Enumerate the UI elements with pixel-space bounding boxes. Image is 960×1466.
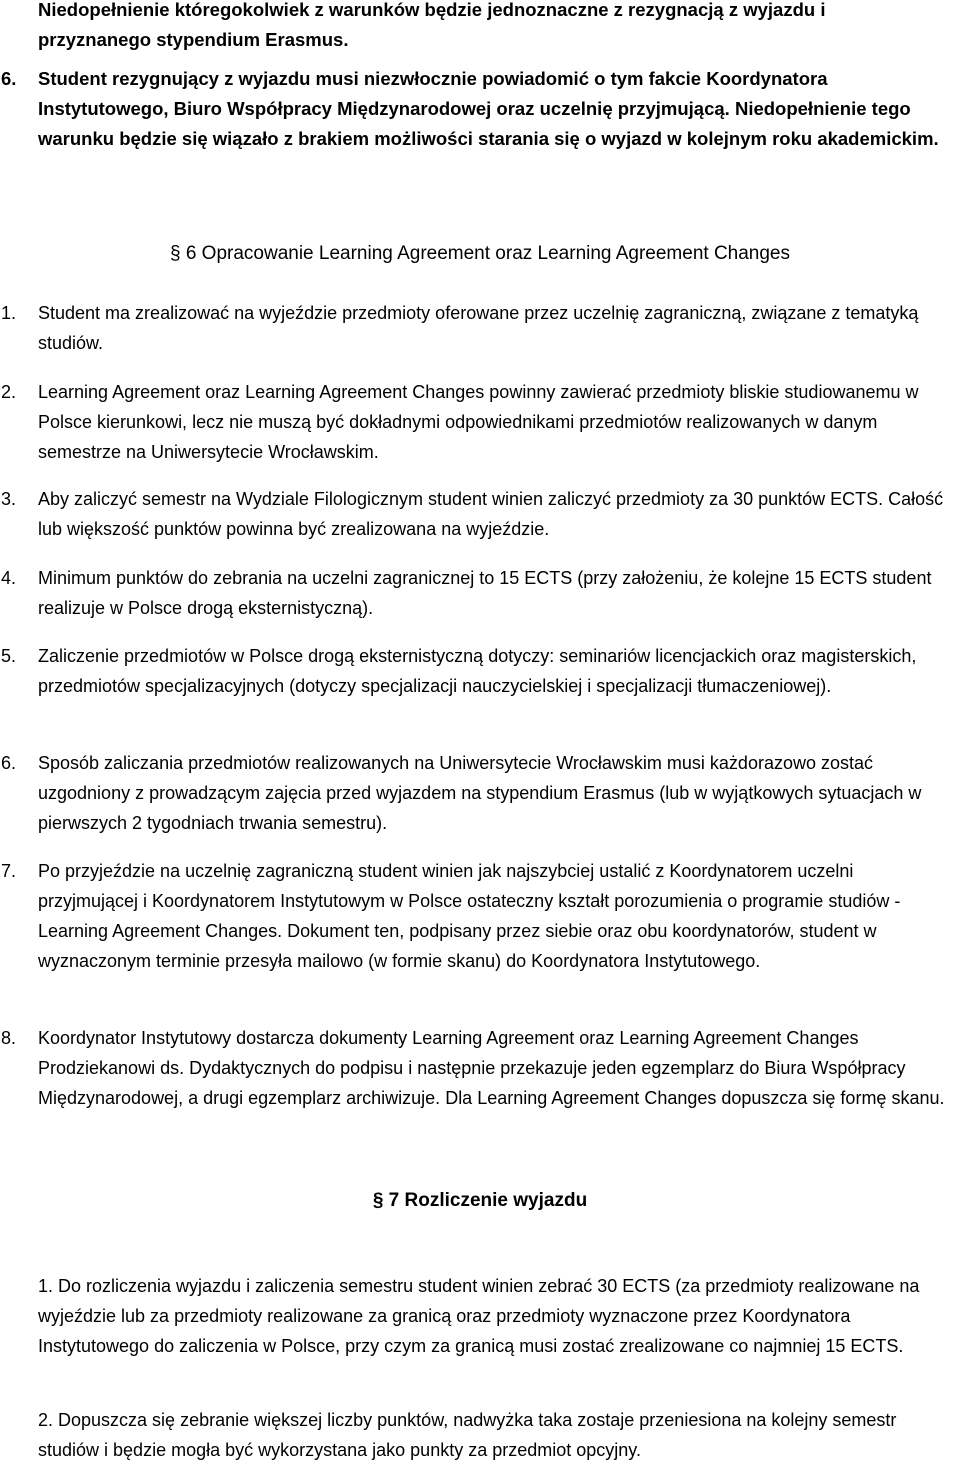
section-7-heading: § 7 Rozliczenie wyjazdu xyxy=(372,1190,588,1211)
section-6-heading: § 6 Opracowanie Learning Agreement oraz Learning Agreement Changes xyxy=(169,243,790,264)
list-item-number: 4. xyxy=(1,568,17,588)
section-7-paragraph: 1. Do rozliczenia wyjazdu i zaliczenia semestru student winien zebrać 30 ECTS (za przedmioty realizowane na wyjeździe lub za przedmioty realizowane za granicą oraz przedmioty wyznaczone przez Koordynatora Instytutowego do zaliczenia w Polsce, przy czym za granicą musi zostać zrealizowane co najmniej 15 ECTS. xyxy=(38,1276,920,1356)
list-item-text: Koordynator Instytutowy dostarcza dokumenty Learning Agreement oraz Learning Agreement Changes Prodziekanowi ds. Dydaktycznych do podpisu i następnie przekazuje jeden egzemplarz do Biura Współpracy Międzynarodowej, a drugi egzemplarz archiwizuje. Dla Learning Agreement Changes dopuszcza się formę skanu. xyxy=(38,1028,945,1108)
list-item-number: 6. xyxy=(1,753,17,773)
list-item-number: 1. xyxy=(1,303,17,323)
section-7-paragraph: 2. Dopuszcza się zebranie większej liczby punktów, nadwyżka taka zostaje przeniesiona na kolejny semestr studiów i będzie mogła być wykorzystana jako punkty za przedmiot opcyjny. xyxy=(38,1410,897,1460)
bold-item-number: 6. xyxy=(1,68,17,89)
list-item-text: Minimum punktów do zebrania na uczelni zagranicznej to 15 ECTS (przy założeniu, że kolejne 15 ECTS student realizuje w Polsce drogą eksternistyczną). xyxy=(38,568,932,618)
list-item-number: 7. xyxy=(1,861,17,881)
list-item-text: Sposób zaliczania przedmiotów realizowanych na Uniwersytecie Wrocławskim musi każdorazowo zostać uzgodniony z prowadzącym zajęcia przed wyjazdem na stypendium Erasmus (lub w wyjątkowych sytuacjach w pierwszych 2 tygodniach trwania semestru). xyxy=(38,753,922,833)
list-item-text: Po przyjeździe na uczelnię zagraniczną student winien jak najszybciej ustalić z Koordynatorem uczelni przyjmującej i Koordynatorem Instytutowym w Polsce ostateczny kształt porozumienia o programie studiów - Learning Agreement Changes. Dokument ten, podpisany przez siebie oraz obu koordynatorów, student w wyznaczonym terminie przesyła mailowo (w formie skanu) do Koordynatora Instytutowego. xyxy=(38,861,901,971)
list-item-text: Aby zaliczyć semestr na Wydziale Filologicznym student winien zaliczyć przedmioty za 30 punktów ECTS. Całość lub większość punktów powinna być zrealizowana na wyjeździe. xyxy=(38,489,944,539)
continuation-paragraph: Niedopełnienie któregokolwiek z warunków będzie jednoznaczne z rezygnacją z wyjazdu i przyznanego stypendium Erasmus. xyxy=(38,0,826,50)
list-item-text: Student ma zrealizować na wyjeździe przedmioty oferowane przez uczelnię zagraniczną, związane z tematyką studiów. xyxy=(38,303,919,353)
list-item-text: Learning Agreement oraz Learning Agreement Changes powinny zawierać przedmioty bliskie studiowanemu w Polsce kierunkowi, lecz nie muszą być dokładnymi odpowiednikami przedmiotów realizowanych w danym semestrze na Uniwersytecie Wrocławskim. xyxy=(38,382,919,462)
list-item-number: 8. xyxy=(1,1028,17,1048)
list-item-number: 2. xyxy=(1,382,17,402)
list-item-text: Zaliczenie przedmiotów w Polsce drogą eksternistyczną dotyczy: seminariów licencjackich oraz magisterskich, przedmiotów specjalizacyjnych (dotyczy specjalizacji nauczycielskiej i specjalizacji tłumaczeniowej). xyxy=(38,646,917,696)
bold-item-text: Student rezygnujący z wyjazdu musi niezwłocznie powiadomić o tym fakcie Koordynatora Instytutowego, Biuro Współpracy Międzynarodowej oraz uczelnię przyjmującą. Niedopełnienie tego warunku będzie się wiązało z brakiem możliwości starania się o wyjazd w kolejnym roku akademickim. xyxy=(38,68,939,149)
list-item-number: 3. xyxy=(1,489,17,509)
list-item-number: 5. xyxy=(1,646,17,666)
